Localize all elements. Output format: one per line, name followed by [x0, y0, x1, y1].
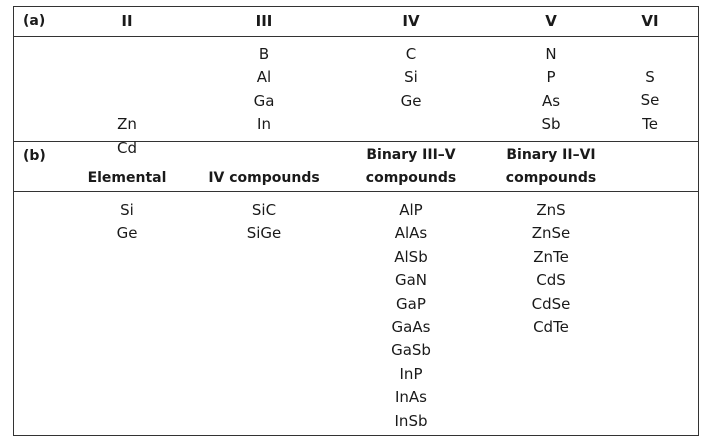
semiconductor-table: [13, 6, 699, 436]
group-ii-elements: [117, 43, 137, 160]
elemental-header-text: Elemental: [87, 170, 167, 186]
compound-cell: AlP: [399, 201, 423, 219]
group-ii-header: II: [121, 12, 133, 30]
compound-cell: CdS: [536, 271, 566, 290]
element-cell: N: [545, 45, 557, 63]
binary-iii-v-header-line1: Binary III–V: [366, 147, 456, 163]
element-cell: C: [405, 45, 417, 63]
group-iii-elements: [254, 43, 275, 137]
compound-cell: GaN: [394, 271, 428, 290]
binary-ii-vi-header: [506, 144, 596, 190]
binary-iii-v-header-line2: compounds: [365, 170, 457, 186]
iv-compounds-list: [247, 199, 282, 246]
element-cell: Cd: [117, 138, 137, 157]
binary-ii-vi-header-line2: compounds: [505, 170, 597, 186]
part-a-label: (a): [23, 13, 46, 29]
element-cell: [117, 66, 137, 89]
element-cell: [117, 90, 137, 113]
compound-cell: GaP: [396, 294, 426, 313]
element-cell: Ga: [253, 91, 275, 110]
iv-compounds-header: [208, 167, 319, 190]
elemental-list: [117, 199, 138, 246]
element-cell: P: [546, 68, 556, 87]
compound-cell: Ge: [116, 224, 138, 243]
binary-iii-v-header: [366, 144, 456, 190]
element-cell: Sb: [541, 115, 561, 134]
element-cell: In: [257, 115, 271, 134]
element-cell: Zn: [117, 115, 137, 134]
element-cell: B: [258, 45, 270, 63]
binary-ii-vi-header-line1: Binary II–VI: [506, 147, 596, 163]
element-cell: [117, 43, 137, 66]
compound-cell: CdSe: [531, 294, 571, 313]
rule-b-header: [14, 191, 698, 192]
element-cell: As: [541, 91, 561, 110]
compound-cell: AlSb: [394, 247, 428, 266]
part-b-label: (b): [23, 148, 46, 164]
group-v-elements: [541, 43, 560, 137]
element-cell: S: [645, 68, 655, 86]
compound-cell: GaSb: [391, 341, 431, 360]
group-iv-header: IV: [402, 12, 420, 30]
element-cell: Al: [256, 68, 272, 87]
binary-iii-v-list: [391, 199, 431, 433]
compound-cell: ZnSe: [531, 224, 571, 243]
group-iv-elements: [401, 43, 422, 113]
group-v-header: V: [545, 12, 557, 30]
iv-compounds-header-text: IV compounds: [208, 170, 320, 186]
binary-ii-vi-list: [532, 199, 571, 339]
compound-cell: GaAs: [391, 318, 431, 337]
element-cell: Se: [640, 91, 660, 110]
compound-cell: InSb: [394, 411, 428, 430]
elemental-header: [88, 167, 167, 190]
group-iii-header: III: [255, 12, 273, 30]
compound-cell: Si: [120, 201, 134, 219]
compound-cell: SiC: [251, 201, 277, 219]
group-vi-header: VI: [641, 12, 659, 30]
group-vi-elements: [641, 66, 660, 136]
element-cell: Si: [404, 68, 418, 87]
compound-cell: InP: [399, 364, 423, 383]
compound-cell: InAs: [394, 388, 428, 407]
compound-cell: SiGe: [246, 224, 282, 243]
compound-cell: ZnTe: [533, 247, 569, 266]
compound-cell: CdTe: [533, 318, 569, 337]
element-cell: Te: [642, 114, 658, 133]
rule-a-header: [14, 36, 698, 37]
compound-cell: AlAs: [394, 224, 428, 243]
element-cell: Ge: [400, 91, 422, 110]
compound-cell: ZnS: [536, 201, 566, 219]
